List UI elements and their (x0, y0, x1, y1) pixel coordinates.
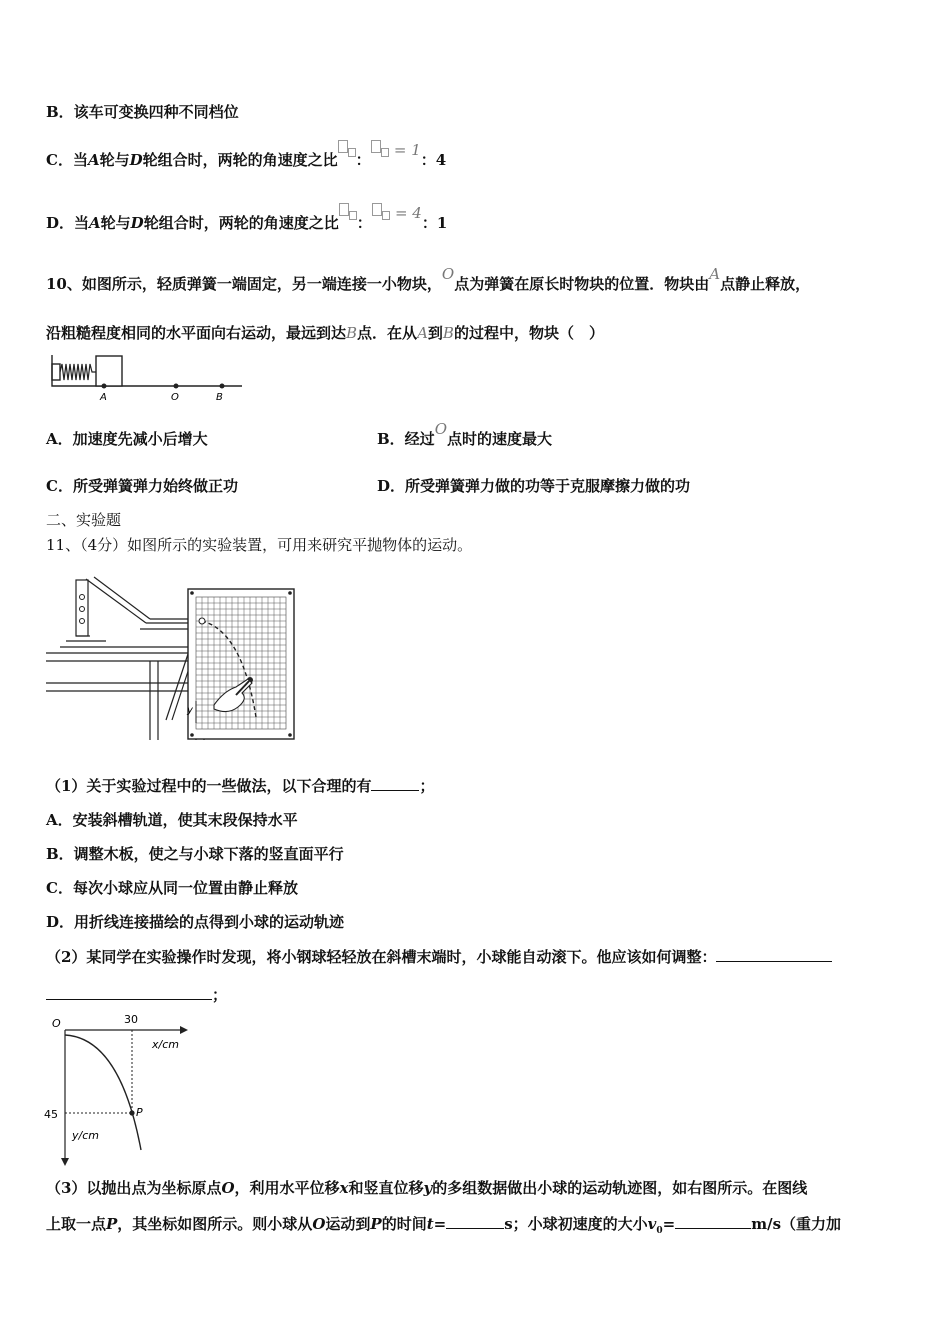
q10-stem-line1: 10、如图所示，轻质弹簧一端固定，另一端连接一小物块，O点为弹簧在原长时物块的位置．物块由A点静止释放， (46, 265, 811, 293)
q9-option-d: D．当A轮与D轮组合时，两轮的角速度之比 ： = 4：1 (46, 204, 448, 232)
block (96, 356, 122, 386)
missing-glyph-icon (339, 203, 349, 216)
point-p-dot (129, 1110, 134, 1115)
q11-part2-cont: ； (46, 985, 227, 1005)
q10-option-d: D．所受弹簧弹力做的功等于克服摩擦力做的功 (377, 477, 691, 495)
point-a-dot (102, 384, 107, 389)
q9-option-c: C．当A轮与D轮组合时，两轮的角速度之比 ： = 1：4 (46, 141, 447, 169)
missing-glyph-icon (348, 148, 356, 157)
q11-part2: （2）某同学在实验操作时发现，将小钢球轻轻放在斜槽末端时，小球能自动滚下。他应该如何调整： (46, 947, 832, 967)
point-b-dot (220, 384, 225, 389)
missing-glyph-icon (349, 211, 357, 220)
velocity-answer-blank[interactable] (675, 1214, 751, 1229)
missing-glyph-icon (371, 140, 381, 153)
q11-stem: 11、（4分）如图所示的实验装置，可用来研究平抛物体的运动。 (46, 536, 473, 554)
origin-label: O (52, 1017, 61, 1030)
time-answer-blank[interactable] (446, 1214, 504, 1229)
missing-glyph-icon (382, 211, 390, 220)
spring (60, 364, 96, 380)
q11-option-c: C．每次小球应从同一位置由静止释放 (46, 879, 298, 897)
y-axis-label: y/cm (72, 1129, 99, 1142)
y-value-label: 45 (44, 1108, 58, 1121)
q9-option-b: B．该车可变换四种不同档位 (46, 103, 239, 121)
spring-block-figure (46, 350, 246, 406)
answer-blank[interactable] (46, 985, 212, 1000)
q10-option-c: C．所受弹簧弹力始终做正功 (46, 477, 238, 495)
missing-glyph-icon (381, 148, 389, 157)
label-o: O (171, 392, 179, 403)
q11-option-d: D．用折线连接描绘的点得到小球的运动轨迹 (46, 913, 345, 931)
point-p-label: P (136, 1106, 143, 1119)
label-b: B (216, 392, 223, 403)
y-axis-label: y (187, 705, 193, 716)
q11-part1: （1）关于实验过程中的一些做法，以下合理的有 ； (46, 777, 435, 795)
missing-glyph-icon (338, 140, 348, 153)
wall-bracket (52, 355, 242, 386)
q10-stem-line2: 沿粗糙程度相同的水平面向右运动，最远到达B点．在从A到B的过程中，物块（ ） (46, 324, 604, 342)
point-o-dot (174, 384, 179, 389)
x-value-label: 30 (124, 1013, 138, 1026)
projectile-apparatus-figure (46, 575, 298, 743)
q11-option-b: B．调整木板，使之与小球下落的竖直面平行 (46, 845, 344, 863)
section-title: 二、实验题 (46, 511, 122, 529)
label-a: A (100, 392, 107, 403)
x-axis-label: x/cm (152, 1038, 179, 1051)
missing-glyph-icon (372, 203, 382, 216)
q11-part3-line1: （3）以抛出点为坐标原点O，利用水平位移x和竖直位移y的多组数据做出小球的运动轨迹图，如右图所示。在图线 (46, 1179, 808, 1197)
q10-option-b: B．经过O点时的速度最大 (377, 420, 553, 448)
answer-blank[interactable] (716, 947, 832, 962)
q11-part3-line2: 上取一点P，其坐标如图所示。则小球从O运动到P的时间t= s；小球初速度的大小$v_0= m/s$（重力加 (46, 1215, 842, 1236)
q10-option-a: A．加速度先减小后增大 (46, 430, 208, 448)
q11-option-a: A．安装斜槽轨道，使其末段保持水平 (46, 811, 298, 829)
answer-blank[interactable] (371, 776, 419, 791)
trajectory-graph (40, 1010, 200, 1170)
